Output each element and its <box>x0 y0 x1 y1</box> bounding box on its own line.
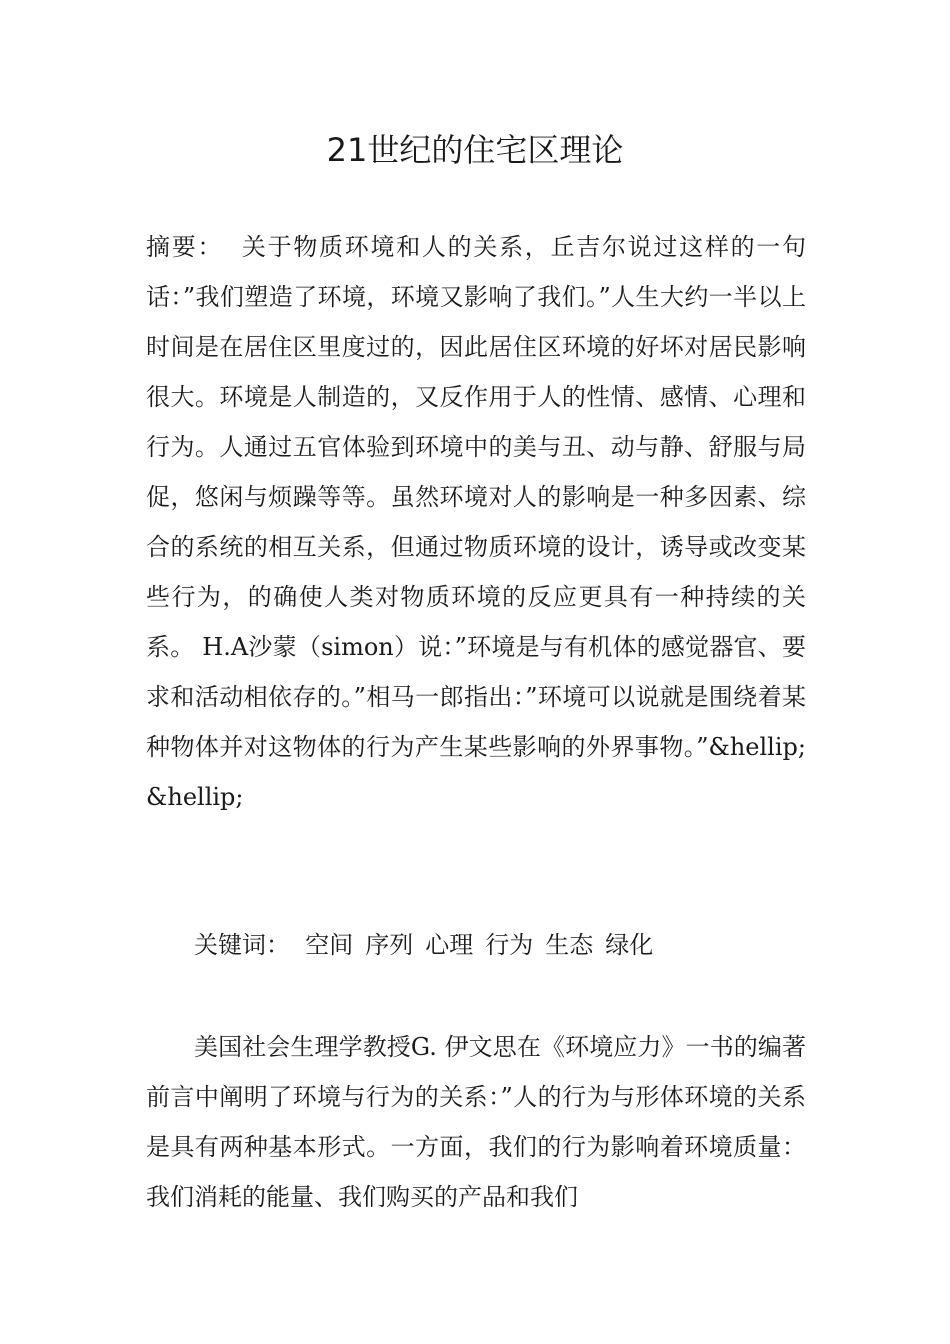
keyword-item: 空间 <box>305 931 354 959</box>
keyword-item: 心理 <box>425 931 474 959</box>
document-title: 21世纪的住宅区理论 <box>326 131 624 169</box>
keyword-item: 行为 <box>485 931 534 959</box>
abstract-paragraph <box>146 222 806 822</box>
keywords-label: 关键词： <box>194 931 290 959</box>
keyword-item: 生态 <box>545 931 594 959</box>
abstract-label: 摘要： <box>146 233 224 261</box>
keyword-item: 绿化 <box>605 931 654 959</box>
body-paragraph: 美国社会生理学教授G. 伊文思在《环境应力》一书的编著前言中阐明了环境与行为的关系：”人的行为与形体环境的关系是具有两种基本形式。一方面，我们的行为影响着环境质量：我们消耗的能量、我们购买的产品和我们 <box>146 1033 806 1211</box>
keywords-paragraph <box>146 920 806 970</box>
keyword-item: 序列 <box>365 931 414 959</box>
abstract-text: 关于物质环境和人的关系，丘吉尔说过这样的一句话：”我们塑造了环境，环境又影响了我们。”人生大约一半以上时间是在居住区里度过的，因此居住区环境的好坏对居民影响很大。环境是人制造的，又反作用于人的性情、感情、心理和行为。人通过五官体验到环境中的美与丑、动与静、舒服与局促，悠闲与烦躁等等。虽然环境对人的影响是一种多因素、综合的系统的相互关系，但通过物质环境的设计，诱导或改变某些行为，的确使人类对物质环境的反应更具有一种持续的关系。 H.A沙蒙（simon）说：”环境是与有机体的感觉器官、要求和活动相依存的。”相马一郎指出：”环境可以说就是围绕着某种物体并对这物体的行为产生某些影响的外界事物。”&hellip;&hellip; <box>146 233 807 811</box>
